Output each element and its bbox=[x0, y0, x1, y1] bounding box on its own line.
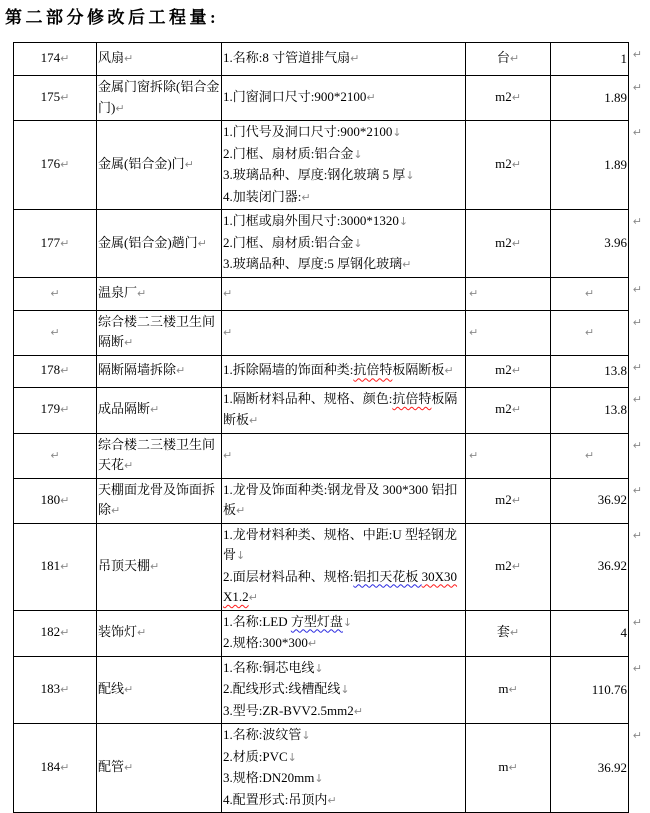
quantities-table-body bbox=[14, 43, 642, 813]
table-row bbox=[14, 656, 629, 724]
paragraph-mark-icon: ↵ bbox=[511, 91, 521, 105]
item-no: 184 bbox=[40, 759, 61, 775]
paragraph-mark-icon: ↵ bbox=[353, 704, 363, 718]
item-no-cell bbox=[14, 355, 97, 387]
paragraph-mark-icon: ↵ bbox=[350, 52, 360, 66]
item-no: 180 bbox=[40, 491, 61, 507]
description-text: 1.门框或扇外围尺寸:3000*1320 bbox=[223, 213, 399, 228]
description-text: 2.规格:300*300 bbox=[223, 635, 308, 650]
description-line bbox=[223, 701, 464, 723]
table-row bbox=[14, 121, 629, 210]
paragraph-mark-icon: ↵ bbox=[223, 286, 233, 300]
item-description-cell bbox=[222, 121, 466, 210]
quantity-cell bbox=[551, 478, 642, 523]
description-line bbox=[223, 122, 464, 144]
paragraph-mark-icon: ↵ bbox=[124, 683, 134, 696]
paragraph-mark-icon: ↵ bbox=[632, 438, 642, 452]
quantity-cell bbox=[551, 210, 642, 278]
paragraph-mark-icon: ↵ bbox=[584, 325, 595, 339]
item-name-cell bbox=[97, 210, 222, 278]
line-break-mark-icon: ↓ bbox=[392, 126, 402, 139]
item-name: 隔断隔墙拆除 bbox=[98, 362, 177, 378]
description-line bbox=[223, 254, 464, 276]
line-break-mark-icon: ↓ bbox=[236, 549, 246, 562]
item-name-cell bbox=[97, 610, 222, 656]
paragraph-mark-icon: ↵ bbox=[50, 325, 60, 339]
unit-value: m2 bbox=[495, 89, 512, 105]
paragraph-mark-icon: ↵ bbox=[509, 52, 520, 66]
paragraph-mark-icon: ↵ bbox=[307, 637, 318, 650]
description-line bbox=[223, 747, 464, 769]
item-name: 温泉厂 bbox=[98, 284, 138, 300]
description-line bbox=[223, 658, 464, 680]
item-name: 风扇 bbox=[98, 50, 125, 66]
quantity-cell bbox=[551, 724, 642, 813]
paragraph-mark-icon: ↵ bbox=[632, 483, 642, 497]
item-name-cell bbox=[97, 121, 222, 210]
line-break-mark-icon: ↓ bbox=[287, 750, 297, 764]
description-text: 1.名称:铜芯电线 bbox=[223, 659, 315, 675]
unit-value: m2 bbox=[495, 362, 512, 378]
spellcheck-text: 抗倍特 bbox=[392, 391, 432, 406]
item-name-cell bbox=[97, 277, 222, 310]
item-name-cell bbox=[97, 523, 222, 610]
item-name: 配管 bbox=[98, 759, 125, 775]
description-text: 1.名称:8 寸管道排气扇 bbox=[223, 50, 351, 66]
table-row bbox=[14, 610, 629, 656]
table-row bbox=[14, 43, 629, 76]
paragraph-mark-icon: ↵ bbox=[137, 286, 147, 300]
item-no: 178 bbox=[40, 362, 61, 378]
item-no: 176 bbox=[40, 156, 61, 172]
description-text: 1.名称:LED bbox=[223, 613, 291, 629]
item-description-cell bbox=[222, 523, 466, 610]
item-name: 综合楼二三楼卫生间天花 bbox=[98, 436, 216, 472]
paragraph-mark-icon: ↵ bbox=[124, 52, 134, 66]
quantity-cell bbox=[551, 121, 642, 210]
description-text: 3.规格:DN20mm bbox=[223, 770, 315, 785]
item-name-cell bbox=[97, 355, 222, 387]
paragraph-mark-icon: ↵ bbox=[511, 236, 521, 250]
quantity-value: 36.92 bbox=[597, 558, 627, 574]
table-row bbox=[14, 387, 629, 433]
item-no: 182 bbox=[40, 624, 61, 640]
quantity-cell bbox=[551, 610, 642, 656]
item-description-cell bbox=[222, 656, 466, 724]
item-name: 吊顶天棚 bbox=[98, 557, 151, 573]
item-name-cell bbox=[97, 76, 222, 121]
paragraph-mark-icon: ↵ bbox=[150, 559, 160, 573]
unit-cell bbox=[466, 724, 551, 813]
item-name: 天棚面龙骨及饰面拆除 bbox=[98, 481, 216, 517]
paragraph-mark-icon: ↵ bbox=[632, 729, 642, 742]
item-no: 174 bbox=[40, 50, 61, 66]
paragraph-mark-icon: ↵ bbox=[632, 48, 642, 61]
description-line bbox=[223, 187, 464, 209]
description-line bbox=[223, 144, 464, 166]
quantity-value: 4 bbox=[620, 624, 627, 640]
item-no-cell bbox=[14, 656, 97, 724]
description-text: 3.型号:ZR-BVV2.5mm2 bbox=[223, 702, 354, 718]
item-name-cell bbox=[97, 656, 222, 724]
description-line bbox=[223, 525, 464, 567]
unit-value: m bbox=[498, 759, 509, 775]
unit-cell bbox=[466, 43, 551, 76]
paragraph-mark-icon: ↵ bbox=[248, 591, 258, 604]
unit-cell bbox=[466, 210, 551, 278]
item-no-cell bbox=[14, 210, 97, 278]
description-line bbox=[223, 233, 464, 255]
item-no-cell bbox=[14, 387, 97, 433]
paragraph-mark-icon: ↵ bbox=[60, 236, 70, 250]
item-description-cell bbox=[222, 76, 466, 121]
item-description-cell bbox=[222, 724, 466, 813]
paragraph-mark-icon: ↵ bbox=[60, 683, 70, 696]
description-text: 2.门框、扇材质:铝合金 bbox=[223, 234, 354, 250]
item-description-cell bbox=[222, 610, 466, 656]
paragraph-mark-icon: ↵ bbox=[366, 91, 376, 105]
table-row bbox=[14, 277, 629, 310]
description-line bbox=[223, 211, 464, 233]
unit-cell bbox=[466, 433, 551, 478]
quantity-cell bbox=[551, 43, 642, 76]
paragraph-mark-icon: ↵ bbox=[60, 559, 70, 573]
item-no: 183 bbox=[40, 681, 61, 696]
item-no: 175 bbox=[40, 89, 61, 105]
quantity-value: 1.89 bbox=[604, 156, 627, 172]
description-text: 1.拆除隔墙的饰面种类: bbox=[223, 362, 354, 378]
description-line bbox=[223, 360, 464, 382]
line-break-mark-icon: ↓ bbox=[398, 215, 409, 228]
description-text: 2.配线形式:线槽配线 bbox=[223, 681, 341, 696]
paragraph-mark-icon: ↵ bbox=[511, 559, 521, 573]
unit-value: m2 bbox=[495, 491, 512, 507]
spellcheck-text: 30X30X1.2 bbox=[223, 568, 458, 604]
quantity-cell bbox=[551, 76, 642, 121]
paragraph-mark-icon: ↵ bbox=[184, 158, 194, 172]
description-text: 1.龙骨材料种类、规格、中距:U 型轻钢龙骨 bbox=[223, 526, 458, 562]
paragraph-mark-icon: ↵ bbox=[60, 493, 70, 507]
item-no: 181 bbox=[40, 557, 61, 573]
paragraph-mark-icon: ↵ bbox=[223, 448, 233, 462]
item-no-cell bbox=[14, 523, 97, 610]
paragraph-mark-icon: ↵ bbox=[632, 615, 642, 629]
unit-cell bbox=[466, 277, 551, 310]
description-text: 2.门框、扇材质:铝合金 bbox=[223, 145, 354, 161]
item-description-cell bbox=[222, 478, 466, 523]
paragraph-mark-icon: ↵ bbox=[508, 683, 518, 696]
item-no-cell bbox=[14, 121, 97, 210]
description-text: 1.门代号及洞口尺寸:900*2100 bbox=[223, 124, 393, 139]
paragraph-mark-icon: ↵ bbox=[150, 403, 160, 417]
paragraph-mark-icon: ↵ bbox=[50, 448, 60, 462]
item-name-cell bbox=[97, 310, 222, 355]
item-description-cell bbox=[222, 210, 466, 278]
line-break-mark-icon: ↓ bbox=[353, 236, 363, 250]
quantity-cell bbox=[551, 355, 642, 387]
quantity-cell bbox=[551, 277, 642, 310]
description-text: 板隔断板 bbox=[392, 362, 445, 378]
doc-title-text: 第二部分修改后工程量: bbox=[5, 8, 220, 27]
paragraph-mark-icon: ↵ bbox=[632, 661, 642, 675]
quantity-cell bbox=[551, 656, 642, 724]
item-name: 综合楼二三楼卫生间隔断 bbox=[98, 313, 216, 349]
paragraph-mark-icon: ↵ bbox=[60, 364, 70, 378]
description-line bbox=[223, 768, 464, 790]
unit-cell bbox=[466, 478, 551, 523]
description-line bbox=[223, 679, 464, 701]
paragraph-mark-icon: ↵ bbox=[511, 493, 521, 507]
paragraph-mark-icon: ↵ bbox=[60, 761, 70, 775]
paragraph-mark-icon: ↵ bbox=[223, 325, 233, 339]
description-text: 1.隔断材料品种、规格、颜色: bbox=[223, 391, 393, 406]
paragraph-mark-icon: ↵ bbox=[137, 626, 147, 640]
item-name: 成品隔断 bbox=[98, 401, 151, 417]
description-text: 2.材质:PVC bbox=[223, 748, 288, 764]
paragraph-mark-icon: ↵ bbox=[469, 448, 479, 462]
paragraph-mark-icon: ↵ bbox=[584, 286, 595, 300]
paragraph-mark-icon: ↵ bbox=[124, 761, 134, 775]
item-name-cell bbox=[97, 724, 222, 813]
description-line bbox=[223, 389, 464, 431]
table-row bbox=[14, 433, 629, 478]
item-name: 金属(铝合金)趟门 bbox=[98, 234, 198, 250]
description-text: 1.门窗洞口尺寸:900*2100 bbox=[223, 89, 367, 105]
quantity-value: 36.92 bbox=[597, 492, 627, 508]
item-no-cell bbox=[14, 478, 97, 523]
description-text: 3.玻璃品种、厚度:钢化玻璃 5 厚 bbox=[223, 167, 406, 182]
paragraph-mark-icon: ↵ bbox=[249, 413, 259, 427]
item-no-cell bbox=[14, 724, 97, 813]
paragraph-mark-icon: ↵ bbox=[632, 81, 642, 94]
description-line bbox=[223, 48, 464, 70]
quantity-cell bbox=[551, 310, 642, 355]
paragraph-mark-icon: ↵ bbox=[50, 286, 60, 300]
paragraph-mark-icon: ↵ bbox=[402, 258, 412, 271]
description-line bbox=[223, 87, 464, 109]
description-text: 2.面层材料品种、规格: bbox=[223, 568, 354, 584]
quantity-value: 1 bbox=[620, 50, 627, 66]
spellcheck-text: 方型灯盘 bbox=[290, 613, 343, 629]
unit-cell bbox=[466, 387, 551, 433]
item-no-cell bbox=[14, 43, 97, 76]
unit-value: m2 bbox=[495, 557, 512, 573]
item-description-cell bbox=[222, 277, 466, 310]
description-text: 4.加装闭门器: bbox=[223, 188, 302, 204]
unit-cell bbox=[466, 523, 551, 610]
line-break-mark-icon: ↓ bbox=[314, 661, 324, 675]
quantity-value: 1.89 bbox=[604, 89, 627, 105]
paragraph-mark-icon: ↵ bbox=[469, 325, 479, 339]
paragraph-mark-icon: ↵ bbox=[632, 392, 642, 406]
item-name-cell bbox=[97, 387, 222, 433]
table-row bbox=[14, 355, 629, 387]
table-row bbox=[14, 210, 629, 278]
unit-value: m2 bbox=[495, 401, 512, 417]
paragraph-mark-icon: ↵ bbox=[60, 403, 70, 417]
paragraph-mark-icon: ↵ bbox=[327, 793, 337, 807]
table-row bbox=[14, 523, 629, 610]
item-description-cell bbox=[222, 355, 466, 387]
item-name: 装饰灯 bbox=[98, 624, 138, 640]
unit-cell bbox=[466, 76, 551, 121]
quantity-value: 110.76 bbox=[591, 681, 627, 697]
unit-cell bbox=[466, 610, 551, 656]
description-text: 1.名称:波纹管 bbox=[223, 727, 302, 742]
paragraph-mark-icon: ↵ bbox=[124, 459, 134, 472]
paragraph-mark-icon: ↵ bbox=[469, 286, 479, 300]
item-no-cell bbox=[14, 277, 97, 310]
paragraph-mark-icon: ↵ bbox=[301, 190, 311, 204]
paragraph-mark-icon: ↵ bbox=[632, 215, 642, 228]
paragraph-mark-icon: ↵ bbox=[509, 626, 520, 640]
description-text: 4.配置形式:吊顶内 bbox=[223, 791, 328, 807]
line-break-mark-icon: ↓ bbox=[353, 147, 363, 161]
description-text: 板隔断板 bbox=[223, 391, 458, 427]
unit-cell bbox=[466, 121, 551, 210]
table-row bbox=[14, 310, 629, 355]
doc-title bbox=[5, 3, 223, 28]
unit-value: 套 bbox=[496, 624, 510, 640]
item-name: 金属门窗拆除(铝合金门) bbox=[98, 79, 220, 115]
paragraph-mark-icon: ↵ bbox=[632, 282, 642, 296]
paragraph-mark-icon: ↵ bbox=[632, 315, 642, 329]
item-name-cell bbox=[97, 433, 222, 478]
quantity-value: 13.8 bbox=[604, 401, 627, 417]
item-name-cell bbox=[97, 478, 222, 523]
paragraph-mark-icon: ↵ bbox=[584, 448, 595, 462]
item-no-cell bbox=[14, 76, 97, 121]
description-text: 3.玻璃品种、厚度:5 厚钢化玻璃 bbox=[223, 256, 403, 271]
description-line bbox=[223, 725, 464, 747]
quantities-table bbox=[13, 42, 642, 813]
item-name-cell bbox=[97, 43, 222, 76]
description-line bbox=[223, 790, 464, 812]
line-break-mark-icon: ↓ bbox=[314, 772, 324, 785]
paragraph-mark-icon: ↵ bbox=[632, 126, 642, 139]
quantity-cell bbox=[551, 433, 642, 478]
item-description-cell bbox=[222, 43, 466, 76]
unit-value: m bbox=[498, 681, 509, 696]
quantity-value: 36.92 bbox=[597, 759, 627, 775]
quantity-value: 3.96 bbox=[604, 235, 627, 250]
quantity-cell bbox=[551, 387, 642, 433]
paragraph-mark-icon: ↵ bbox=[632, 528, 642, 542]
paragraph-mark-icon: ↵ bbox=[111, 504, 121, 517]
description-line bbox=[223, 567, 464, 609]
description-text: 1.龙骨及饰面种类:钢龙骨及 300*300 铝扣板 bbox=[223, 481, 458, 517]
item-no: 179 bbox=[40, 401, 61, 417]
item-description-cell bbox=[222, 310, 466, 355]
unit-value: m2 bbox=[495, 234, 512, 250]
spellcheck-text: 抗倍特 bbox=[353, 362, 393, 378]
paragraph-mark-icon: ↵ bbox=[115, 101, 125, 115]
unit-value: 台 bbox=[496, 50, 510, 66]
unit-cell bbox=[466, 310, 551, 355]
paragraph-mark-icon: ↵ bbox=[60, 158, 70, 172]
paragraph-mark-icon: ↵ bbox=[60, 626, 70, 640]
paragraph-mark-icon: ↵ bbox=[511, 364, 521, 378]
unit-cell bbox=[466, 656, 551, 724]
description-line bbox=[223, 633, 464, 655]
item-no-cell bbox=[14, 310, 97, 355]
line-break-mark-icon: ↓ bbox=[301, 729, 311, 742]
paragraph-mark-icon: ↵ bbox=[60, 91, 70, 105]
table-row bbox=[14, 76, 629, 121]
description-line bbox=[223, 480, 464, 522]
item-no-cell bbox=[14, 610, 97, 656]
paragraph-mark-icon: ↵ bbox=[197, 236, 207, 250]
paragraph-mark-icon: ↵ bbox=[176, 364, 186, 378]
table-row bbox=[14, 478, 629, 523]
description-line bbox=[223, 165, 464, 187]
paragraph-mark-icon: ↵ bbox=[511, 403, 521, 417]
item-name: 配线 bbox=[98, 681, 125, 696]
item-description-cell bbox=[222, 387, 466, 433]
paragraph-mark-icon: ↵ bbox=[124, 336, 134, 349]
item-no: 177 bbox=[40, 234, 61, 250]
table-row bbox=[14, 724, 629, 813]
item-no-cell bbox=[14, 433, 97, 478]
paragraph-mark-icon: ↵ bbox=[632, 360, 642, 374]
paragraph-mark-icon: ↵ bbox=[444, 364, 454, 378]
paragraph-mark-icon: ↵ bbox=[60, 52, 70, 66]
paragraph-mark-icon: ↵ bbox=[511, 158, 521, 172]
quantity-cell bbox=[551, 523, 642, 610]
unit-cell bbox=[466, 355, 551, 387]
description-line bbox=[223, 612, 464, 634]
item-description-cell bbox=[222, 433, 466, 478]
line-break-mark-icon: ↓ bbox=[405, 169, 415, 182]
paragraph-mark-icon: ↵ bbox=[508, 761, 518, 775]
spellcheck-text: 铝扣天花板 bbox=[353, 568, 422, 584]
line-break-mark-icon: ↓ bbox=[340, 683, 350, 696]
line-break-mark-icon: ↓ bbox=[342, 615, 353, 629]
item-name: 金属(铝合金)门 bbox=[98, 156, 185, 172]
quantity-value: 13.8 bbox=[604, 362, 627, 378]
unit-value: m2 bbox=[495, 156, 512, 172]
paragraph-mark-icon: ↵ bbox=[236, 504, 246, 517]
